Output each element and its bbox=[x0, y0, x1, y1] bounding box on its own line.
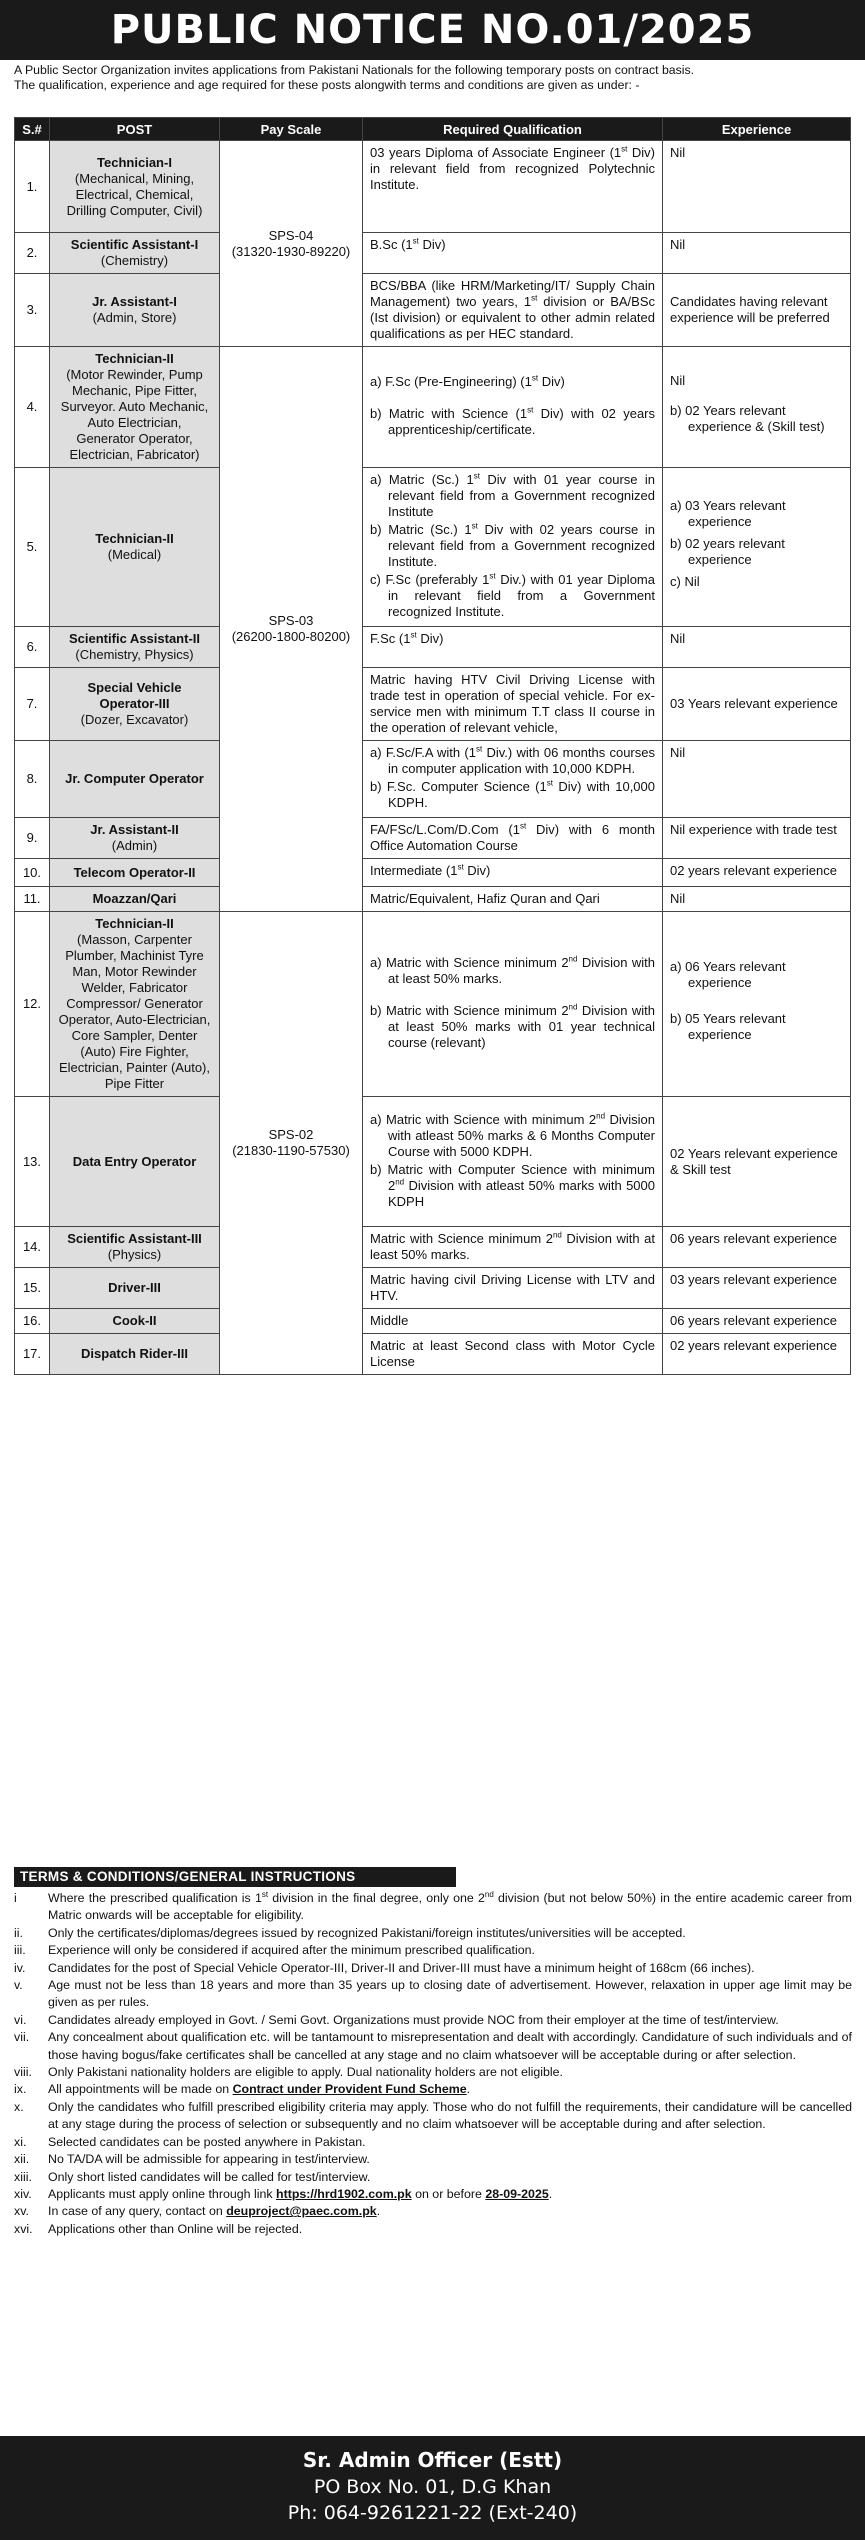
row-experience bbox=[663, 233, 851, 274]
post-title: Moazzan/Qari bbox=[92, 891, 177, 906]
qualification-item: b) Matric with Science minimum 2nd Division with at least 50% marks with 01 year technical course (relevant) bbox=[370, 1002, 655, 1050]
term-number: vi. bbox=[14, 2012, 27, 2027]
post-description: (Mechanical, Mining, Electrical, Chemical, Drilling Computer, Civil) bbox=[66, 170, 203, 218]
table-row bbox=[15, 347, 851, 468]
row-serial: 9. bbox=[15, 818, 50, 859]
table-row bbox=[15, 627, 851, 668]
experience-item: 02 years relevant experience bbox=[670, 1338, 837, 1353]
qualification-item: BCS/BBA (like HRM/Marketing/IT/ Supply Chain Management) two years, 1st division or BA/BSc (Ist division) or equivalent to other admin related qualifications as per HEC standard. bbox=[370, 278, 655, 341]
row-qualification bbox=[363, 1309, 663, 1334]
experience-item: b) 05 Years relevant experience bbox=[670, 1011, 786, 1042]
qualification-item: a) F.Sc (Pre-Engineering) (1st Div) bbox=[370, 373, 565, 389]
row-post bbox=[50, 347, 220, 468]
term-number: x. bbox=[14, 2099, 24, 2114]
pay-scale-range: (21830-1190-57530) bbox=[232, 1143, 350, 1158]
row-experience bbox=[663, 347, 851, 468]
term-number: ix. bbox=[14, 2082, 27, 2097]
row-experience bbox=[663, 668, 851, 741]
term-text: Candidates for the post of Special Vehicle Operator-III, Driver-II and Driver-III must have a minimum height of 168cm (66 inches). bbox=[48, 1960, 755, 1975]
experience-item: 03 Years relevant experience bbox=[670, 696, 838, 711]
phone-number: Ph: 064-9261221-22 (Ext-240) bbox=[287, 2502, 578, 2524]
row-qualification bbox=[363, 1334, 663, 1375]
term-text: Age must not be less than 18 years and more than 35 years up to closing date of advertisement. However, relaxation in upper age limit may be given as per rules. bbox=[48, 1978, 852, 2010]
row-serial: 2. bbox=[15, 233, 50, 274]
row-post bbox=[50, 668, 220, 741]
table-row bbox=[15, 233, 851, 274]
experience-item: Nil experience with trade test bbox=[670, 822, 837, 837]
qualification-item: a) Matric (Sc.) 1st Div with 01 year course in relevant field from a Government recognized Institute bbox=[370, 471, 655, 519]
posts-table bbox=[14, 117, 851, 1375]
table-row bbox=[15, 887, 851, 912]
row-qualification bbox=[363, 468, 663, 627]
row-post bbox=[50, 1334, 220, 1375]
pay-scale-range: (31320-1930-89220) bbox=[231, 243, 351, 259]
term-number: vii. bbox=[14, 2030, 30, 2045]
term-item bbox=[14, 1977, 852, 2012]
term-item bbox=[14, 2221, 852, 2238]
table-body bbox=[15, 141, 851, 1375]
term-text: All appointments will be made on Contract under Provident Fund Scheme. bbox=[48, 2082, 471, 2097]
row-serial: 17. bbox=[15, 1334, 50, 1375]
term-item bbox=[14, 2186, 852, 2203]
post-title: Scientific Assistant-II bbox=[69, 631, 200, 646]
experience-item: Nil bbox=[670, 891, 686, 906]
post-description: (Admin) bbox=[111, 838, 158, 853]
row-qualification bbox=[363, 741, 663, 818]
term-item bbox=[14, 2064, 852, 2081]
term-number: xv. bbox=[14, 2204, 29, 2219]
terms-list bbox=[14, 1890, 852, 2238]
row-experience bbox=[663, 468, 851, 627]
row-qualification bbox=[363, 818, 663, 859]
row-experience bbox=[663, 141, 851, 233]
term-item bbox=[14, 1925, 852, 1942]
post-title: Jr. Computer Operator bbox=[65, 771, 204, 786]
experience-item: Candidates having relevant experience will be preferred bbox=[670, 294, 830, 325]
table-row bbox=[15, 468, 851, 627]
qualification-item: a) Matric with Science minimum 2nd Division with at least 50% marks. bbox=[370, 954, 655, 986]
row-serial: 13. bbox=[15, 1097, 50, 1227]
row-qualification bbox=[363, 912, 663, 1097]
table-header-row bbox=[15, 118, 851, 141]
experience-item: b) 02 Years relevant experience & (Skill test) bbox=[670, 403, 825, 434]
term-text: Candidates already employed in Govt. / Semi Govt. Organizations must provide NOC from their employer at the time of test/interview. bbox=[48, 2012, 779, 2027]
row-qualification bbox=[363, 141, 663, 233]
term-text: Applications other than Online will be rejected. bbox=[48, 2221, 303, 2236]
row-serial: 16. bbox=[15, 1309, 50, 1334]
table-row bbox=[15, 741, 851, 818]
row-serial: 3. bbox=[15, 274, 50, 347]
term-text: In case of any query, contact on deuproject@paec.com.pk. bbox=[48, 2204, 381, 2219]
term-number: viii. bbox=[14, 2065, 32, 2080]
term-text: Experience will only be considered if acquired after the minimum prescribed qualification. bbox=[48, 1943, 535, 1958]
pay-scale-grade: SPS-02 bbox=[268, 1127, 314, 1142]
notice-title: PUBLIC NOTICE NO.01/2025 bbox=[0, 0, 865, 60]
row-experience bbox=[663, 887, 851, 912]
post-description: (Medical) bbox=[107, 547, 162, 562]
pay-scale-cell bbox=[220, 347, 363, 912]
pay-scale-cell bbox=[220, 912, 363, 1375]
term-text: Applicants must apply online through link https://hrd1902.com.pk on or before 28-09-2025. bbox=[48, 2186, 553, 2201]
qualification-item: a) Matric with Science with minimum 2nd Division with atleast 50% marks & 6 Months Computer Course with 5000 KDPH. bbox=[370, 1111, 655, 1159]
qualification-item: Matric with Science minimum 2nd Division with at least 50% marks. bbox=[370, 1230, 656, 1262]
pay-scale-grade: SPS-03 bbox=[268, 613, 314, 628]
intro-text bbox=[14, 63, 854, 93]
post-title: Telecom Operator-II bbox=[73, 864, 196, 880]
row-experience bbox=[663, 1334, 851, 1375]
row-experience bbox=[663, 1268, 851, 1309]
row-qualification bbox=[363, 887, 663, 912]
qualification-item: b) Matric with Computer Science with minimum 2nd Division with atleast 50% marks with 5000 KDPH bbox=[370, 1161, 655, 1209]
experience-item: Nil bbox=[670, 237, 686, 252]
row-post bbox=[50, 912, 220, 1097]
row-qualification bbox=[363, 274, 663, 347]
post-description: (Chemistry, Physics) bbox=[75, 647, 194, 662]
intro-line-2: The qualification, experience and age required for these posts alongwith terms and conditions are given as under: - bbox=[14, 78, 640, 92]
signatory-title: Sr. Admin Officer (Estt) bbox=[302, 2448, 563, 2472]
qualification-item: Matric having HTV Civil Driving License with trade test in operation of special vehicle. For ex-service men with minimum T.T class II course in the operation of relevant vehicle, bbox=[370, 672, 655, 735]
row-serial: 1. bbox=[15, 141, 50, 233]
table-row bbox=[15, 1097, 851, 1227]
post-description: (Motor Rewinder, Pump Mechanic, Pipe Fitter, Surveyor. Auto Mechanic, Auto Electrician, Generator Operator, Electrician, Fabricator) bbox=[60, 367, 209, 462]
row-post bbox=[50, 859, 220, 887]
post-title: Technician-I bbox=[97, 154, 172, 170]
post-title: Special Vehicle Operator-III bbox=[87, 680, 182, 711]
row-qualification bbox=[363, 668, 663, 741]
postal-address: PO Box No. 01, D.G Khan bbox=[313, 2476, 552, 2498]
row-qualification bbox=[363, 1268, 663, 1309]
qualification-item: a) F.Sc/F.A with (1st Div.) with 06 months courses in computer application with 10,000 KDPH. bbox=[370, 744, 655, 776]
row-experience bbox=[663, 1097, 851, 1227]
term-number: xvi. bbox=[14, 2221, 33, 2236]
experience-item: 06 years relevant experience bbox=[670, 1231, 837, 1246]
experience-item: b) 02 years relevant experience bbox=[670, 536, 785, 567]
term-number: xiii. bbox=[14, 2169, 32, 2184]
footer bbox=[0, 2436, 865, 2540]
term-item bbox=[14, 2081, 852, 2098]
term-number: xiv. bbox=[14, 2186, 32, 2201]
experience-item: Nil bbox=[670, 631, 686, 646]
post-title: Data Entry Operator bbox=[72, 1153, 197, 1169]
row-experience bbox=[663, 741, 851, 818]
term-number: iv. bbox=[14, 1960, 26, 1975]
row-qualification bbox=[363, 1097, 663, 1227]
term-item bbox=[14, 2099, 852, 2134]
row-qualification bbox=[363, 627, 663, 668]
post-description: (Admin, Store) bbox=[92, 310, 177, 325]
term-item bbox=[14, 1890, 852, 1925]
experience-item: Nil bbox=[670, 373, 686, 388]
header-post: POST bbox=[50, 118, 220, 141]
experience-item: 03 years relevant experience bbox=[670, 1272, 837, 1287]
post-title: Technician-II bbox=[95, 916, 174, 931]
post-title: Scientific Assistant-I bbox=[70, 237, 199, 252]
row-experience bbox=[663, 1227, 851, 1268]
post-description: (Chemistry) bbox=[100, 253, 169, 268]
qualification-item: F.Sc (1st Div) bbox=[370, 630, 444, 646]
table-row bbox=[15, 1334, 851, 1375]
term-item bbox=[14, 1960, 852, 1977]
qualification-item: Matric having civil Driving License with LTV and HTV. bbox=[370, 1272, 655, 1303]
row-qualification bbox=[363, 1227, 663, 1268]
row-post bbox=[50, 233, 220, 274]
experience-item: 02 years relevant experience bbox=[670, 863, 837, 878]
post-description: (Dozer, Excavator) bbox=[80, 712, 189, 727]
term-item bbox=[14, 2012, 852, 2029]
row-serial: 10. bbox=[15, 859, 50, 887]
qualification-item: B.Sc (1st Div) bbox=[370, 236, 446, 252]
qualification-item: c) F.Sc (preferably 1st Div.) with 01 year Diploma in relevant field from a Government recognized Institute. bbox=[370, 571, 655, 619]
term-item bbox=[14, 2169, 852, 2186]
qualification-item: 03 years Diploma of Associate Engineer (1st Div) in relevant field from recognized Polytechnic Institute. bbox=[370, 144, 656, 192]
term-number: i bbox=[14, 1891, 17, 1905]
term-text: Only short listed candidates will be called for test/interview. bbox=[48, 2169, 371, 2184]
row-post bbox=[50, 274, 220, 347]
header-pay-scale: Pay Scale bbox=[220, 118, 363, 141]
row-post bbox=[50, 818, 220, 859]
qualification-item: Intermediate (1st Div) bbox=[370, 862, 491, 878]
row-post bbox=[50, 627, 220, 668]
header-sr: S.# bbox=[15, 118, 50, 141]
table-row bbox=[15, 668, 851, 741]
row-serial: 11. bbox=[15, 887, 50, 912]
term-item bbox=[14, 2203, 852, 2220]
post-description: (Physics) bbox=[107, 1247, 162, 1262]
term-text: Only Pakistani nationality holders are eligible to apply. Dual nationality holders are not eligible. bbox=[48, 2065, 563, 2080]
term-item bbox=[14, 2151, 852, 2168]
post-title: Jr. Assistant-II bbox=[90, 822, 179, 837]
term-number: iii. bbox=[14, 1943, 26, 1958]
table-row bbox=[15, 1227, 851, 1268]
row-experience bbox=[663, 912, 851, 1097]
qualification-item: Matric at least Second class with Motor Cycle License bbox=[370, 1338, 655, 1369]
row-serial: 6. bbox=[15, 627, 50, 668]
qualification-item: Matric/Equivalent, Hafiz Quran and Qari bbox=[370, 891, 600, 906]
term-number: xii. bbox=[14, 2152, 30, 2167]
intro-line-1: A Public Sector Organization invites applications from Pakistani Nationals for the following temporary posts on contract basis. bbox=[14, 63, 695, 77]
row-experience bbox=[663, 627, 851, 668]
header-qualification: Required Qualification bbox=[363, 118, 663, 141]
term-text: Only the candidates who fulfill prescribed eligibility criteria may apply. Those who do not fulfill the requirements, their candidature will be cancelled at any stage during the process of selection or subsequently and no claim whatsoever will be acceptable during and after selection. bbox=[48, 2099, 852, 2132]
qualification-item: b) F.Sc. Computer Science (1st Div) with 10,000 KDPH. bbox=[370, 778, 655, 810]
qualification-item: Middle bbox=[370, 1313, 409, 1328]
row-serial: 5. bbox=[15, 468, 50, 627]
row-qualification bbox=[363, 859, 663, 887]
closing-date: 28-09-2025 bbox=[485, 2186, 549, 2201]
term-item bbox=[14, 2134, 852, 2151]
post-description: (Masson, Carpenter Plumber, Machinist Tyre Man, Motor Rewinder Welder, Fabricator Compressor/ Generator Operator, Auto-Electrician, Core Sampler, Denter (Auto) Fire Fighter, Electrician, Painter (Auto), Pipe Fitter bbox=[58, 932, 211, 1091]
row-qualification bbox=[363, 347, 663, 468]
experience-item: 06 years relevant experience bbox=[670, 1313, 837, 1328]
post-title: Cook-II bbox=[112, 1313, 157, 1328]
apply-link[interactable]: https://hrd1902.com.pk bbox=[276, 2186, 412, 2201]
pay-scale-range: (26200-1800-80200) bbox=[231, 629, 351, 644]
row-experience bbox=[663, 818, 851, 859]
header-experience: Experience bbox=[663, 118, 851, 141]
row-serial: 4. bbox=[15, 347, 50, 468]
term-number: ii. bbox=[14, 1925, 23, 1940]
post-title: Technician-II bbox=[95, 531, 174, 546]
row-post bbox=[50, 1227, 220, 1268]
term-item bbox=[14, 2029, 852, 2064]
row-serial: 8. bbox=[15, 741, 50, 818]
experience-item: 02 Years relevant experience & Skill test bbox=[670, 1145, 838, 1177]
post-title: Scientific Assistant-III bbox=[67, 1231, 202, 1246]
row-post bbox=[50, 1268, 220, 1309]
pay-scale-cell bbox=[220, 141, 363, 347]
term-number: xi. bbox=[14, 2134, 27, 2149]
experience-item: a) 03 Years relevant experience bbox=[670, 498, 786, 529]
experience-item: Nil bbox=[670, 745, 686, 760]
post-title: Technician-II bbox=[95, 351, 174, 366]
row-serial: 15. bbox=[15, 1268, 50, 1309]
term-item bbox=[14, 1942, 852, 1959]
post-title: Dispatch Rider-III bbox=[81, 1346, 188, 1361]
qualification-item: b) Matric (Sc.) 1st Div with 02 years course in relevant field from a Government recognized Institute. bbox=[370, 521, 655, 569]
row-serial: 14. bbox=[15, 1227, 50, 1268]
term-text: No TA/DA will be admissible for appearing in test/interview. bbox=[48, 2152, 370, 2167]
row-experience bbox=[663, 274, 851, 347]
post-title: Jr. Assistant-I bbox=[92, 294, 177, 309]
qualification-item: FA/FSc/L.Com/D.Com (1st Div) with 6 month Office Automation Course bbox=[370, 821, 655, 853]
row-post bbox=[50, 887, 220, 912]
row-post bbox=[50, 741, 220, 818]
term-emphasis: Contract under Provident Fund Scheme bbox=[232, 2082, 467, 2097]
term-emphasis[interactable]: deuproject@paec.com.pk bbox=[226, 2204, 377, 2219]
table-row bbox=[15, 1309, 851, 1334]
term-text: Only the certificates/diplomas/degrees issued by recognized Pakistani/foreign institutes/universities will be accepted. bbox=[48, 1925, 686, 1940]
table-row bbox=[15, 859, 851, 887]
experience-item: c) Nil bbox=[670, 574, 700, 589]
term-text: Selected candidates can be posted anywhere in Pakistan. bbox=[48, 2134, 366, 2149]
table-row bbox=[15, 912, 851, 1097]
experience-item: a) 06 Years relevant experience bbox=[670, 959, 786, 990]
row-post bbox=[50, 141, 220, 233]
terms-heading: TERMS & CONDITIONS/GENERAL INSTRUCTIONS bbox=[14, 1867, 456, 1887]
pay-scale-grade: SPS-04 bbox=[268, 227, 314, 243]
qualification-item: b) Matric with Science (1st Div) with 02 years apprenticeship/certificate. bbox=[370, 405, 656, 437]
row-post bbox=[50, 1097, 220, 1227]
term-number: v. bbox=[14, 1978, 23, 1993]
row-serial: 12. bbox=[15, 912, 50, 1097]
term-text: Where the prescribed qualification is 1st division in the final degree, only one 2nd division (but not below 50%) in the entire academic career from Matric onwards will be acceptable for eligibility. bbox=[48, 1889, 852, 1923]
row-experience bbox=[663, 1309, 851, 1334]
row-qualification bbox=[363, 233, 663, 274]
row-post bbox=[50, 468, 220, 627]
experience-item: Nil bbox=[670, 145, 686, 160]
row-experience bbox=[663, 859, 851, 887]
post-title: Driver-III bbox=[108, 1280, 161, 1295]
row-post bbox=[50, 1309, 220, 1334]
table-row bbox=[15, 141, 851, 233]
table-row bbox=[15, 818, 851, 859]
row-serial: 7. bbox=[15, 668, 50, 741]
term-text: Any concealment about qualification etc. will be tantamount to misrepresentation and dealt with accordingly. Candidature of such individuals and of those having bogus/fake certificates shall be cancelled at any stage and no claim whatsoever will be acceptable during or after selection. bbox=[48, 2030, 852, 2062]
table-row bbox=[15, 274, 851, 347]
table-row bbox=[15, 1268, 851, 1309]
